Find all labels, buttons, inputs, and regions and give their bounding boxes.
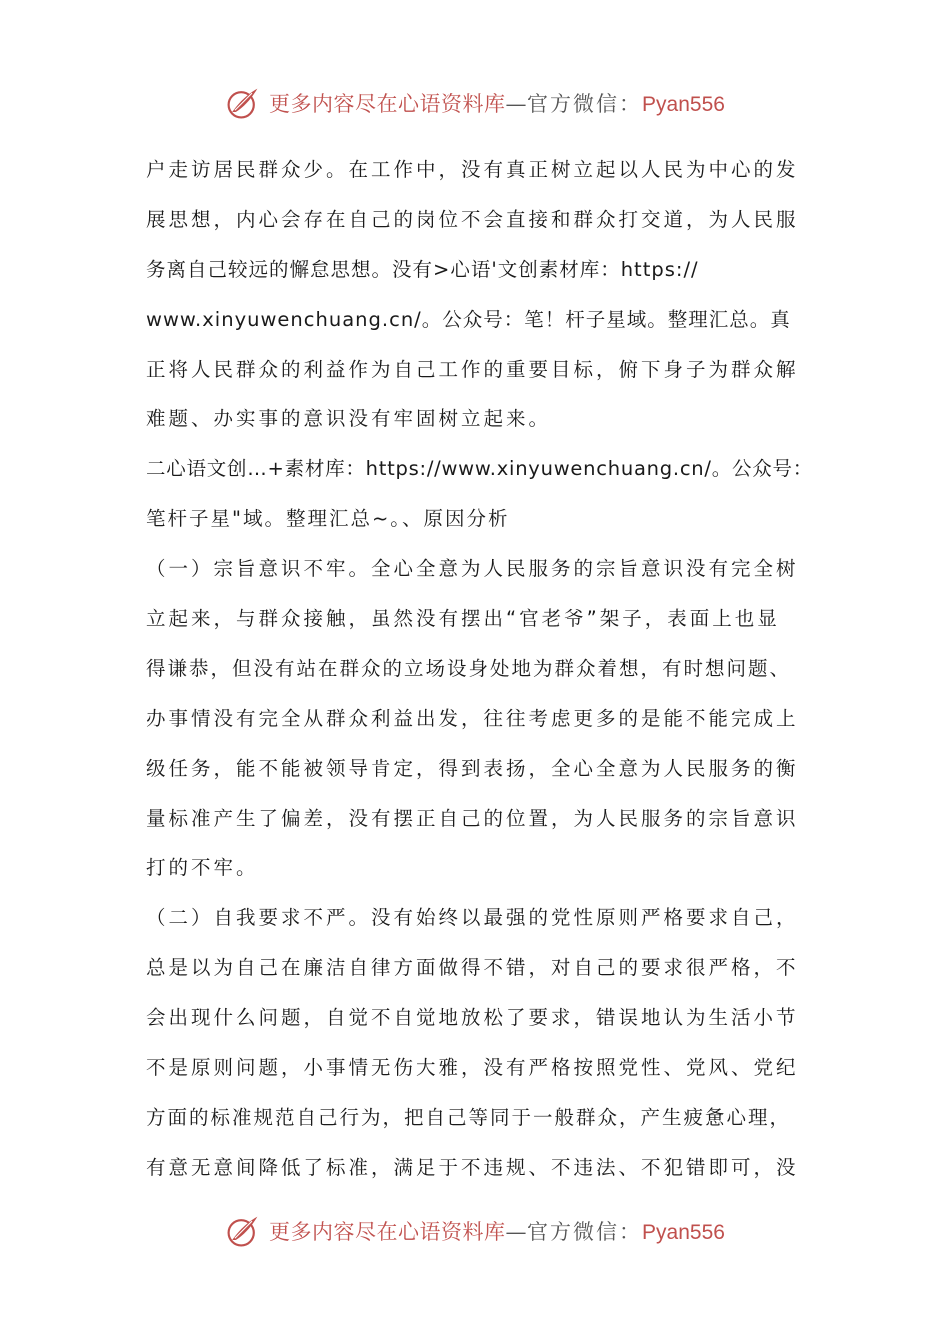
banner-wechat-id: Pyan556 [642, 1221, 725, 1244]
body-line: （二）自我要求不严。没有始终以最强的党性原则严格要求自己， [146, 906, 799, 930]
body-line: 总是以为自己在廉洁自律方面做得不错，对自己的要求很严格，不 [146, 956, 799, 980]
body-line: 不是原则问题，小事情无伤大雅，没有严格按照党性、党风、党纪 [146, 1056, 799, 1080]
body-line: 打的不牢。 [146, 856, 259, 880]
body-line: 方面的标准规范自己行为，把自己等同于一般群众，产生疲惫心理， [146, 1105, 792, 1129]
quill-pen-logo-icon [225, 1213, 261, 1249]
banner-dash: — [505, 1220, 528, 1244]
document-body [146, 145, 816, 1193]
body-line: 务离自己较远的懈怠思想。没有>心语'文创素材库：https:// [146, 257, 699, 281]
banner-site-text: 更多内容尽在心语资料库 [269, 1220, 506, 1244]
body-line: 级任务，能不能被领导肯定，得到表扬，全心全意为人民服务的衡 [146, 756, 799, 780]
body-line: 户走访居民群众少。在工作中，没有真正树立起以人民为中心的发 [146, 158, 799, 181]
banner-wechat-label: 官方微信： [527, 92, 643, 116]
body-line: 得谦恭，但没有站在群众的立场设身处地为群众着想，有时想问题、 [146, 656, 792, 680]
body-line: 正将人民群众的利益作为自己工作的重要目标，俯下身子为群众解 [146, 357, 799, 381]
banner-wechat-label: 官方微信： [527, 1220, 643, 1244]
body-line: 量标准产生了偏差，没有摆正自己的位置，为人民服务的宗旨意识 [146, 806, 799, 830]
body-line: （一）宗旨意识不牢。全心全意为人民服务的宗旨意识没有完全树 [146, 557, 799, 581]
banner-dash: — [505, 92, 528, 116]
body-line: 有意无意间降低了标准，满足于不违规、不违法、不犯错即可，没 [146, 1155, 799, 1179]
banner-text [269, 1216, 725, 1246]
body-line: 二心语文创…+素材库：https://www.xinyuwenchuang.cn/。公众号： [146, 457, 813, 481]
body-line: 笔杆子星"域。整理汇总~。、原因分析 [146, 507, 510, 531]
footer-banner [0, 1206, 950, 1256]
banner-site-text: 更多内容尽在心语资料库 [269, 92, 506, 116]
header-banner [0, 78, 950, 128]
banner-wechat-id: Pyan556 [642, 93, 725, 116]
body-line: www.xinyuwenchuang.cn/。公众号：笔！杆子星域。整理汇总。真 [146, 307, 791, 331]
banner-text [269, 88, 725, 118]
body-line: 办事情没有完全从群众利益出发，往往考虑更多的是能不能完成上 [146, 706, 799, 730]
body-line: 立起来，与群众接触，虽然没有摆出“官老爷”架子，表面上也显 [146, 607, 780, 631]
quill-pen-logo-icon [225, 85, 261, 121]
body-line: 难题、办实事的意识没有牢固树立起来。 [146, 407, 552, 431]
body-line: 展思想，内心会存在自己的岗位不会直接和群众打交道，为人民服 [146, 207, 799, 231]
body-line: 会出现什么问题，自觉不自觉地放松了要求，错误地认为生活小节 [146, 1006, 799, 1030]
